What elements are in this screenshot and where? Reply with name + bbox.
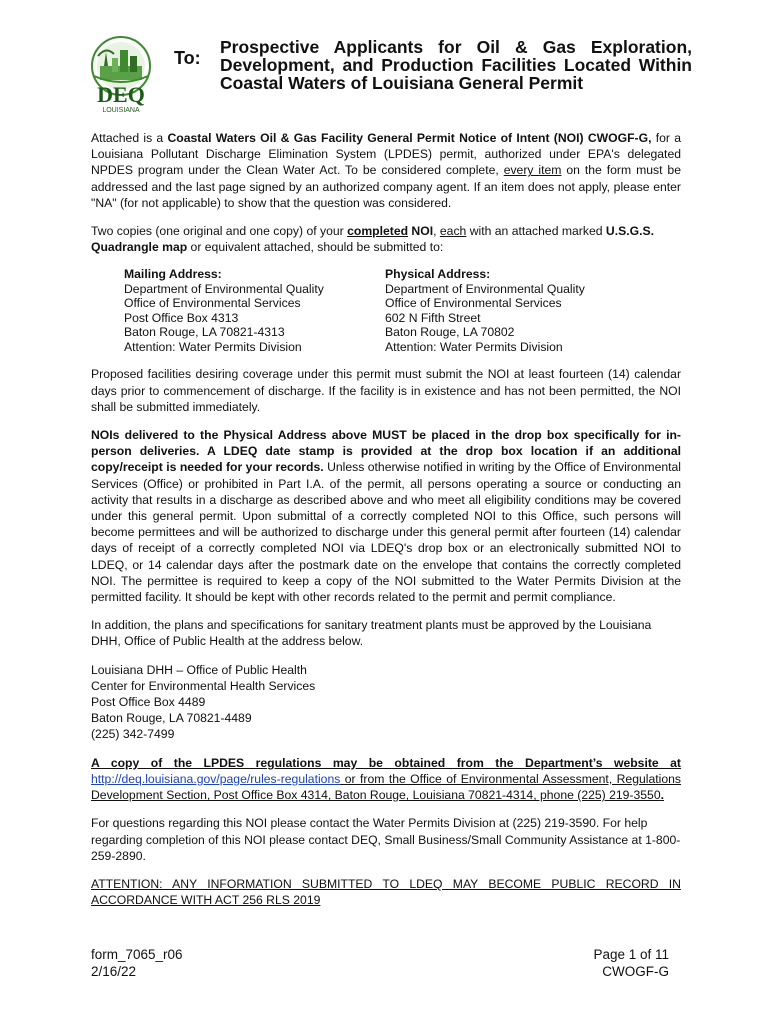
- address-line: Department of Environmental Quality: [385, 281, 585, 296]
- address-line: Office of Environmental Services: [124, 296, 301, 311]
- footer-left: [91, 946, 183, 980]
- drop-box-paragraph: NOIs delivered to the Physical Address above MUST be placed in the drop box specifically for in-person deliveries. A LDEQ date stamp is provided at the drop box location if an additional copy/receipt is needed for your records. Unless otherwise notified in writing by the Office of Environmental Services (Office) or prohibited in Part I.A. of the permit, all persons operating a source or conducting an activity that results in a discharge as described above and who meet all eligibility conditions may be covered under this general permit. Upon submittal of a correctly completed NOI to this Office, such persons will become permittees and will be authorized to discharge under this general permit after fourteen (14) calendar days of receipt of a correctly completed NOI via LDEQ's drop box or an electronically submitted NOI to LDEQ, or 14 calendar days after the postmark date on the envelope that contains the correctly completed NOI. The permittee is required to keep a copy of the NOI submitted to the Water Permits Division at the permitted facility. It should be kept with other records related to the permit and permit compliance.: [91, 428, 681, 605]
- physical-address: [385, 267, 646, 354]
- submission-paragraph: Two copies (one original and one copy) of your completed NOI, each with an attached marked U.S.G.S. Quadrangle map or equivalent attached, should be submitted to:: [91, 224, 654, 255]
- to-label: To:: [174, 48, 201, 68]
- regulations-link[interactable]: http://deq.louisiana.gov/page/rules-regulations: [91, 771, 341, 786]
- intro-paragraph: Attached is a Coastal Waters Oil & Gas Facility General Permit Notice of Intent (NOI) CWOGF-G, for a Louisiana Pollutant Discharge Elimination System (LPDES) permit, authorized under EPA's delegated NPDES program under the Clean Water Act. To be considered complete, every item on the form must be addressed and the last page signed by an authorized company agent. If an item does not apply, please enter "NA" (for not applicable) to show that the question was considered.: [91, 131, 681, 210]
- mailing-address-heading: Mailing Address:: [124, 267, 222, 282]
- page-number: Page 1 of 11: [593, 947, 669, 962]
- form-code: CWOGF-G: [602, 964, 669, 979]
- form-id: form_7065_r06: [91, 947, 183, 962]
- regulations-paragraph: A copy of the LPDES regulations may be obtained from the Department’s website at http://deq.louisiana.gov/page/rules-regulations or from the Office of Environmental Assessment, Regulations Development Section, Post Office Box 4314, Baton Rouge, Louisiana 70821-4314, phone (225) 219-3550.: [91, 755, 681, 803]
- address-line: Post Office Box 4313: [124, 310, 239, 325]
- sanitary-paragraph: In addition, the plans and specifications for sanitary treatment plants must be approved by the Louisiana DHH, Office of Public Health at the address below.: [91, 618, 652, 649]
- deq-logo: [86, 36, 156, 114]
- timing-paragraph: Proposed facilities desiring coverage under this permit must submit the NOI at least fourteen (14) calendar days prior to commencement of discharge. If the facility is in existence and has not been permitted, the NOI shall be submitted immediately.: [91, 367, 681, 414]
- dhh-address: Louisiana DHH – Office of Public Health Center for Environmental Health Services Post Office Box 4489 Baton Rouge, LA 70821-4489 (225) 342-7499: [91, 662, 316, 742]
- footer-right: [593, 946, 669, 980]
- address-line: Baton Rouge, LA 70802: [385, 325, 515, 340]
- mailing-address: [124, 267, 385, 354]
- physical-address-heading: Physical Address:: [385, 267, 491, 282]
- contact-paragraph: For questions regarding this NOI please contact the Water Permits Division at (225) 219-3590. For help regarding completion of this NOI please contact DEQ, Small Business/Small Community Assistance at 1-800-259-2890.: [91, 816, 681, 863]
- address-line: Baton Rouge, LA 70821-4313: [124, 325, 285, 340]
- svg-text:LOUISIANA: LOUISIANA: [102, 107, 140, 114]
- document-title: Prospective Applicants for Oil & Gas Exploration, Development, and Production Facilities Located Within Coastal Waters of Louisiana General Permit: [220, 37, 692, 93]
- address-line: Department of Environmental Quality: [124, 281, 324, 296]
- document-header: [86, 36, 692, 126]
- document-body: [91, 130, 681, 920]
- attention-notice: ATTENTION: ANY INFORMATION SUBMITTED TO LDEQ MAY BECOME PUBLIC RECORD IN ACCORDANCE WITH ACT 256 RLS 2019: [91, 876, 681, 908]
- address-line: 602 N Fifth Street: [385, 310, 481, 325]
- address-line: Attention: Water Permits Division: [124, 339, 302, 354]
- address-line: Attention: Water Permits Division: [385, 339, 563, 354]
- form-date: 2/16/22: [91, 964, 137, 979]
- address-line: Office of Environmental Services: [385, 296, 562, 311]
- svg-text:DEQ: DEQ: [97, 82, 145, 107]
- address-block: [124, 267, 681, 354]
